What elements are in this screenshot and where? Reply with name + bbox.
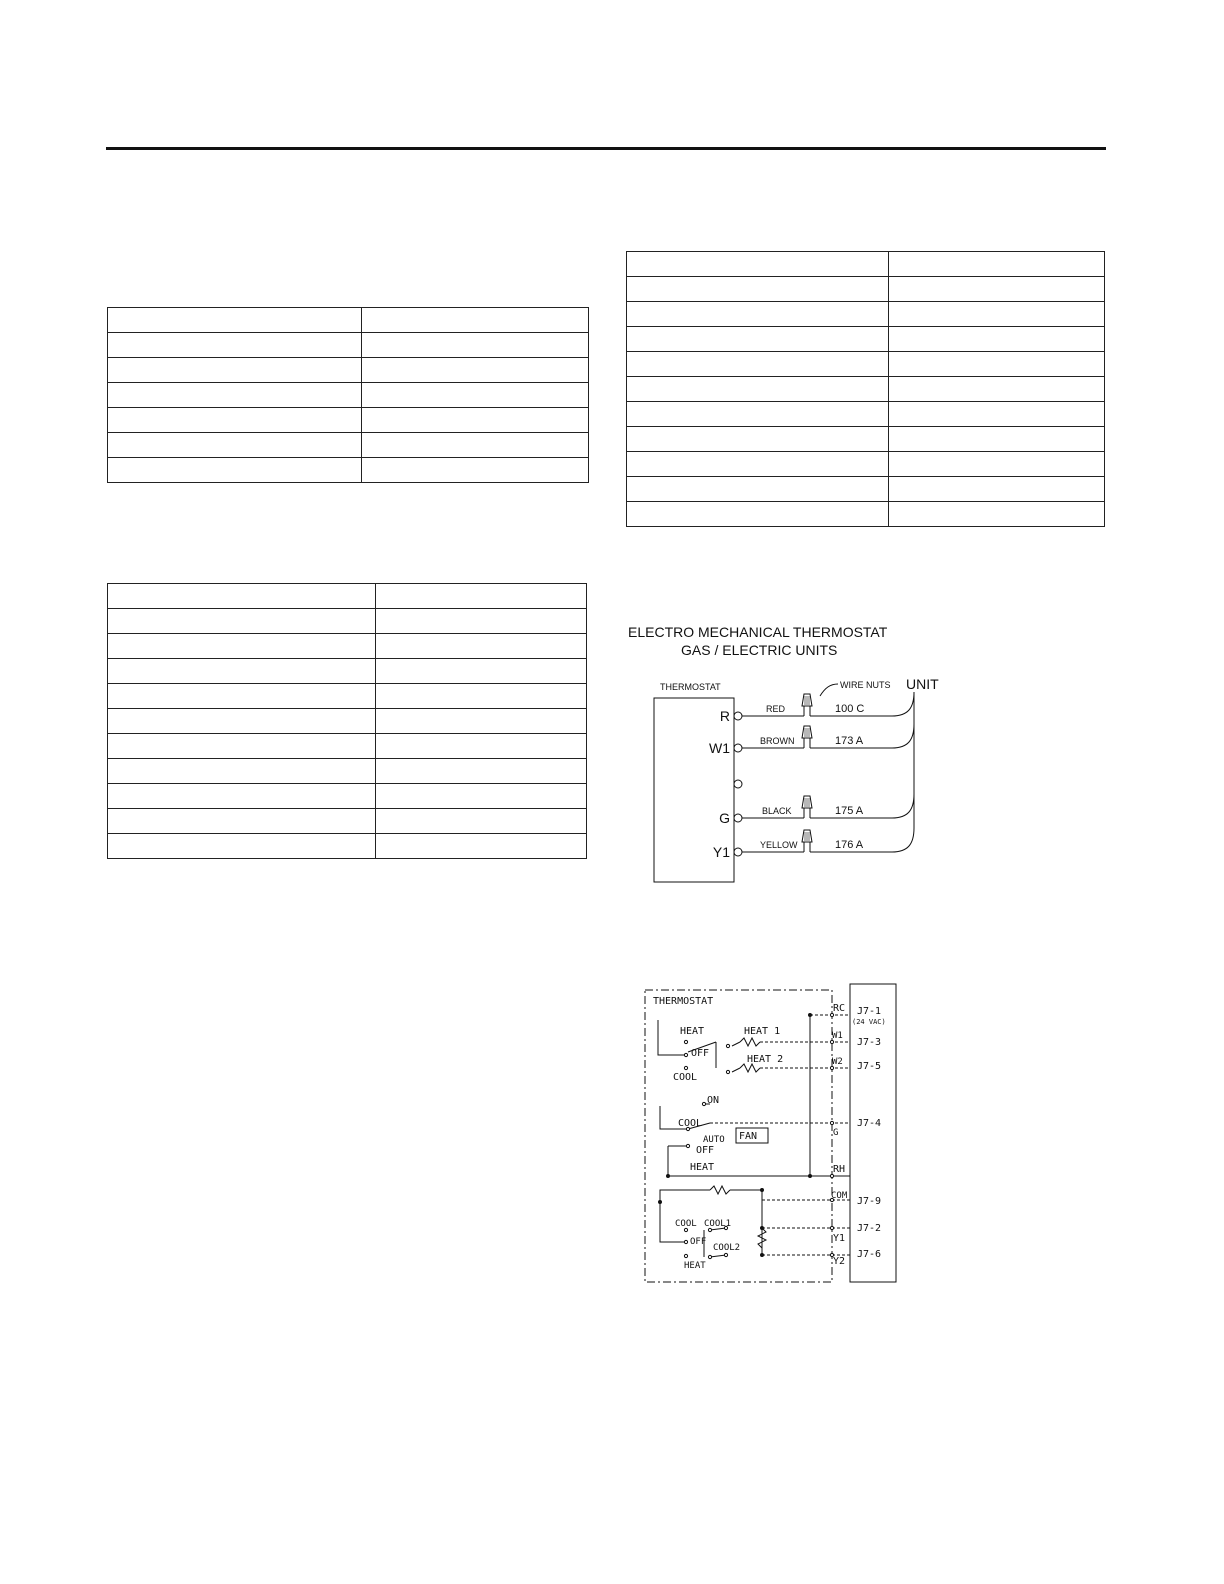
terminal-rc: RC bbox=[833, 1003, 846, 1014]
table-cell bbox=[108, 784, 376, 809]
table-cell bbox=[627, 377, 889, 402]
heat-selector-cool: COOL bbox=[673, 1072, 698, 1083]
table-row bbox=[108, 684, 587, 709]
fan-heat-label: HEAT bbox=[690, 1162, 715, 1173]
fan-off-label: OFF bbox=[696, 1145, 715, 1156]
table-cell bbox=[376, 684, 587, 709]
table-row bbox=[627, 477, 1105, 502]
table-cell bbox=[888, 277, 1104, 302]
table-cell bbox=[108, 684, 376, 709]
table-cell bbox=[362, 458, 589, 483]
table-cell bbox=[627, 327, 889, 352]
table-row bbox=[627, 427, 1105, 452]
table-cell bbox=[627, 252, 889, 277]
table-row bbox=[108, 734, 587, 759]
table-cell bbox=[376, 584, 587, 609]
table-cell bbox=[108, 458, 362, 483]
table-cell bbox=[108, 634, 376, 659]
cool1-label: COOL1 bbox=[704, 1219, 732, 1229]
table-cell bbox=[362, 408, 589, 433]
terminal-y1: Y1 bbox=[833, 1233, 846, 1244]
table-cell bbox=[108, 408, 362, 433]
terminal-screw bbox=[734, 780, 742, 788]
table-row bbox=[108, 709, 587, 734]
terminal-label: Y1 bbox=[712, 844, 730, 860]
table-cell bbox=[627, 352, 889, 377]
table-row bbox=[627, 252, 1105, 277]
heat1-label: HEAT 1 bbox=[744, 1026, 781, 1037]
lower-cool-label: COOL bbox=[675, 1219, 697, 1229]
table-row bbox=[108, 634, 587, 659]
terminal-rh: RH bbox=[833, 1164, 846, 1175]
table-row bbox=[627, 352, 1105, 377]
table-cell bbox=[627, 277, 889, 302]
thermostat-wiring-schematic bbox=[640, 980, 902, 1288]
connector-j7-2: J7-2 bbox=[857, 1223, 882, 1234]
table-row bbox=[108, 809, 587, 834]
table-cell bbox=[108, 659, 376, 684]
table-cell bbox=[376, 734, 587, 759]
connector-j7-4: J7-4 bbox=[857, 1118, 882, 1129]
terminal-screw bbox=[734, 744, 742, 752]
terminal-w2: W2 bbox=[832, 1057, 843, 1067]
wire-color-label: BROWN bbox=[760, 736, 795, 746]
blank-table-left-bottom bbox=[107, 583, 587, 859]
diagram1-title-line2: GAS / ELECTRIC UNITS bbox=[681, 642, 838, 658]
table-row bbox=[108, 584, 587, 609]
table-cell bbox=[108, 809, 376, 834]
fan-box-label: FAN bbox=[739, 1131, 758, 1142]
wire-code-label: 173 A bbox=[835, 735, 864, 747]
table-cell bbox=[376, 659, 587, 684]
table-cell bbox=[108, 759, 376, 784]
terminal-label: G bbox=[719, 810, 730, 826]
heat-selector-heat: HEAT bbox=[680, 1026, 705, 1037]
table-cell bbox=[888, 452, 1104, 477]
table-cell bbox=[376, 809, 587, 834]
connector-j7-9: J7-9 bbox=[857, 1196, 882, 1207]
table-cell bbox=[362, 308, 589, 333]
table-row bbox=[627, 277, 1105, 302]
table-cell bbox=[627, 452, 889, 477]
table-cell bbox=[108, 308, 362, 333]
fan-on-label: ON bbox=[707, 1095, 720, 1106]
connector-j7-6: J7-6 bbox=[857, 1249, 882, 1260]
table-row bbox=[108, 358, 589, 383]
wire-code-label: 100 C bbox=[835, 703, 865, 715]
table-cell bbox=[888, 377, 1104, 402]
table-cell bbox=[108, 709, 376, 734]
table-cell bbox=[376, 759, 587, 784]
table-cell bbox=[627, 427, 889, 452]
diagram1-title-line1: ELECTRO MECHANICAL THERMOSTAT bbox=[628, 624, 888, 640]
table-cell bbox=[362, 358, 589, 383]
terminal-row bbox=[734, 780, 742, 788]
table-row bbox=[108, 784, 587, 809]
connector-j7-1: J7-1 bbox=[857, 1006, 882, 1017]
blank-table-left-top bbox=[107, 307, 589, 483]
wire-code-label: 176 A bbox=[835, 839, 864, 851]
table-cell bbox=[362, 433, 589, 458]
table-cell bbox=[888, 302, 1104, 327]
table-row bbox=[108, 458, 589, 483]
table-cell bbox=[888, 502, 1104, 527]
blank-table-right bbox=[626, 251, 1105, 527]
table-cell bbox=[888, 477, 1104, 502]
table-cell bbox=[108, 383, 362, 408]
table-cell bbox=[362, 333, 589, 358]
table-cell bbox=[108, 333, 362, 358]
table-cell bbox=[108, 834, 376, 859]
table-cell bbox=[627, 502, 889, 527]
wire-color-label: RED bbox=[766, 704, 786, 714]
table-row bbox=[108, 609, 587, 634]
table-cell bbox=[627, 477, 889, 502]
terminal-row bbox=[720, 692, 914, 724]
table-row bbox=[627, 502, 1105, 527]
table-row bbox=[108, 383, 589, 408]
header-rule bbox=[106, 147, 1106, 150]
terminal-label: R bbox=[719, 708, 730, 724]
table-cell bbox=[888, 327, 1104, 352]
lower-heat-label: HEAT bbox=[684, 1261, 706, 1271]
terminal-label: W1 bbox=[709, 740, 730, 756]
table-cell bbox=[376, 784, 587, 809]
table-cell bbox=[108, 609, 376, 634]
electromechanical-thermostat-diagram bbox=[620, 618, 960, 890]
wire-color-label: YELLOW bbox=[760, 840, 798, 850]
wire-code-label: 175 A bbox=[835, 805, 864, 817]
table-cell bbox=[627, 402, 889, 427]
table-row bbox=[108, 308, 589, 333]
table-cell bbox=[888, 352, 1104, 377]
table-row bbox=[108, 834, 587, 859]
fan-cool-label: COOL bbox=[678, 1118, 703, 1129]
table-cell bbox=[376, 634, 587, 659]
heat-selector-off: OFF bbox=[691, 1048, 710, 1059]
table-row bbox=[627, 452, 1105, 477]
schematic-thermostat-label: THERMOSTAT bbox=[653, 996, 714, 1007]
table-cell bbox=[376, 834, 587, 859]
table-row bbox=[108, 408, 589, 433]
table-row bbox=[627, 302, 1105, 327]
terminal-y2: Y2 bbox=[833, 1256, 846, 1267]
table-cell bbox=[376, 709, 587, 734]
connector-24vac: (24 VAC) bbox=[852, 1018, 886, 1026]
terminal-screw bbox=[734, 848, 742, 856]
terminal-row bbox=[713, 692, 914, 860]
wire-color-label: BLACK bbox=[762, 806, 792, 816]
table-cell bbox=[108, 584, 376, 609]
table-cell bbox=[627, 302, 889, 327]
terminal-g: G bbox=[833, 1128, 839, 1138]
connector-j7-3: J7-3 bbox=[857, 1037, 882, 1048]
table-cell bbox=[362, 383, 589, 408]
table-row bbox=[627, 327, 1105, 352]
table-row bbox=[108, 333, 589, 358]
table-cell bbox=[108, 358, 362, 383]
table-row bbox=[108, 759, 587, 784]
terminal-screw bbox=[734, 712, 742, 720]
diagram1-unit-label: UNIT bbox=[906, 676, 939, 692]
heat2-label: HEAT 2 bbox=[747, 1054, 784, 1065]
table-cell bbox=[108, 433, 362, 458]
table-row bbox=[627, 377, 1105, 402]
lower-off-label: OFF bbox=[690, 1237, 707, 1247]
table-cell bbox=[376, 609, 587, 634]
terminal-w1: W1 bbox=[832, 1031, 843, 1041]
fan-auto-label: AUTO bbox=[703, 1135, 725, 1145]
table-cell bbox=[888, 427, 1104, 452]
cool2-label: COOL2 bbox=[713, 1243, 741, 1253]
table-cell bbox=[108, 734, 376, 759]
diagram1-wire-nuts-label: WIRE NUTS bbox=[840, 680, 891, 690]
terminal-com: COM bbox=[831, 1191, 848, 1201]
connector-j7-5: J7-5 bbox=[857, 1061, 882, 1072]
table-row bbox=[627, 402, 1105, 427]
terminal-row bbox=[719, 692, 914, 826]
table-cell bbox=[888, 252, 1104, 277]
table-row bbox=[108, 659, 587, 684]
table-row bbox=[108, 433, 589, 458]
diagram1-thermostat-label: THERMOSTAT bbox=[660, 682, 721, 692]
table-cell bbox=[888, 402, 1104, 427]
terminal-screw bbox=[734, 814, 742, 822]
